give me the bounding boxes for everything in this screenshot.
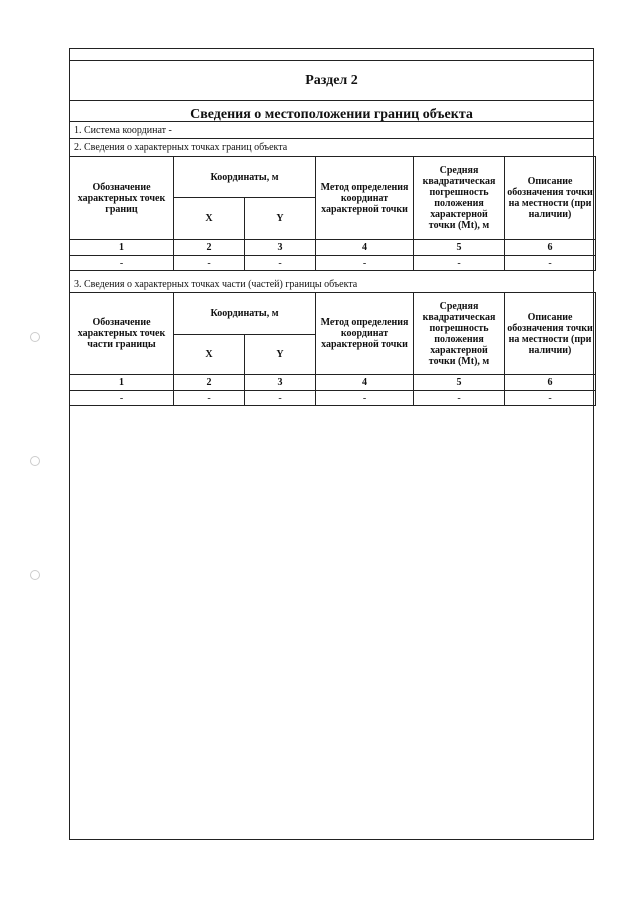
table-cell: - [245, 391, 316, 406]
boundary-points-table [69, 156, 596, 271]
column-number: 6 [505, 375, 596, 391]
table-row [70, 256, 596, 271]
punch-hole-mark [30, 570, 40, 580]
table-cell: - [70, 256, 174, 271]
table-cell: - [414, 256, 505, 271]
table-row [70, 391, 596, 406]
table-cell: - [70, 391, 174, 406]
header-description: Описание обозначения точки на местности (при наличии) [505, 293, 596, 375]
column-number: 5 [414, 240, 505, 256]
header-y: Y [245, 335, 316, 375]
table-cell: - [414, 391, 505, 406]
column-number: 1 [70, 240, 174, 256]
column-number: 4 [316, 375, 414, 391]
column-number: 2 [174, 375, 245, 391]
header-x: X [174, 198, 245, 240]
table-cell: - [316, 256, 414, 271]
header-method: Метод определения координат характерной точки [316, 293, 414, 375]
table-cell: - [316, 391, 414, 406]
part-boundary-points-table [69, 292, 596, 406]
header-coordinates: Координаты, м [174, 293, 316, 335]
column-number: 3 [245, 240, 316, 256]
column-number-row [70, 240, 596, 256]
table-cell: - [245, 256, 316, 271]
header-designation: Обозначение характерных точек части границы [70, 293, 174, 375]
punch-hole-mark [30, 456, 40, 466]
column-number: 3 [245, 375, 316, 391]
table-cell: - [174, 391, 245, 406]
table-cell: - [174, 256, 245, 271]
header-method: Метод определения координат характерной точки [316, 157, 414, 240]
column-number: 1 [70, 375, 174, 391]
header-designation: Обозначение характерных точек границ [70, 157, 174, 240]
part-points-table-caption: 3. Сведения о характерных точках части (частей) границы объекта [74, 278, 358, 290]
header-error: Средняя квадратическая погрешность положения характерной точки (Mt), м [414, 293, 505, 375]
column-number: 4 [316, 240, 414, 256]
coordinate-system-line: 1. Система координат - [70, 121, 593, 138]
header-y: Y [245, 198, 316, 240]
section-title: Сведения о местоположении границ объекта [70, 100, 593, 129]
column-number: 2 [174, 240, 245, 256]
punch-hole-mark [30, 332, 40, 342]
section-label: Раздел 2 [70, 60, 593, 100]
column-number: 6 [505, 240, 596, 256]
header-x: X [174, 335, 245, 375]
document-frame [69, 48, 594, 840]
header-coordinates: Координаты, м [174, 157, 316, 198]
header-error: Средняя квадратическая погрешность положения характерной точки (Mt), м [414, 157, 505, 240]
table-cell: - [505, 391, 596, 406]
points-table-caption: 2. Сведения о характерных точках границ объекта [70, 138, 593, 156]
table-cell: - [505, 256, 596, 271]
header-description: Описание обозначения точки на местности (при наличии) [505, 157, 596, 240]
column-number: 5 [414, 375, 505, 391]
column-number-row [70, 375, 596, 391]
